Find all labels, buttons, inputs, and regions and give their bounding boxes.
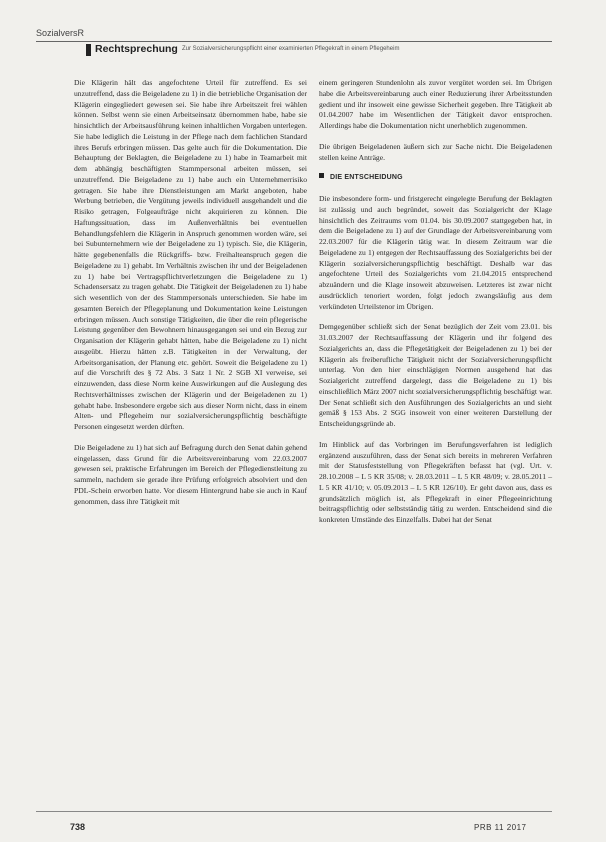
body-paragraph: Demgegenüber schließt sich der Senat bezüglich der Zeit vom 23.01. bis 31.03.2007 der Rechtsauffassung der Klägerin und ihr folgend des Sozialgerichts an, dass die Pflegetätigkeit der Beigeladenen zu 1) bei der Klägerin als freiberufliche Tätigkeit nicht der Sozialversicherungspflicht unterlag. Von den hier einschlägigen Normen ausgehend hat das Sozialgericht zutreffend dargelegt, dass die Beigeladene zu 1) bis einschließlich März 2007 nicht sozialversicherungspflichtig beschäftigt war. Der Senat schließt sich den Ausführungen des Sozialgerichts an und sieht gemäß § 153 Abs. 2 SGG insoweit von einer weiteren Darstellung der Entscheidungsgründe ab. — [319, 322, 552, 428]
page-subtitle: Zur Sozialversicherungspflicht einer examinierten Pflegekraft in einem Pflegeheim — [182, 46, 400, 52]
section-heading-text: DIE ENTSCHEIDUNG — [330, 174, 403, 182]
section-heading — [319, 173, 552, 184]
body-paragraph: Die übrigen Beigeladenen äußern sich zur Sache nicht. Die Beigeladenen stellen keine Anträge. — [319, 141, 552, 162]
header-rule — [36, 41, 552, 42]
square-bullet-icon — [319, 173, 324, 178]
heading-marker — [86, 44, 91, 56]
page-number: 738 — [70, 822, 86, 832]
body-paragraph: Die Beigeladene zu 1) hat sich auf Befragung durch den Senat dahin gehend eingelassen, dass Grund für die Arbeitsvereinbarung vom 22.03.2007 gewesen sei, praktische Erfahrungen im Bereich der Pflegedienstleitung zu sammeln, nachdem sie gerade ihre Prüfung erfolgreich absolviert und den PDL-Schein erworben hatte. Vor diesem Hintergrund habe sie auch in Kauf genommen, dass ihre Tätigkeit mit — [74, 442, 307, 506]
body-paragraph: einem geringeren Stundenlohn als zuvor vergütet worden sei. Im Übrigen habe die Arbeitsvereinbarung auch einer Reduzierung ihrer Arbeitsstunden gedient und ihr insoweit eine gewisse Sicherheit gegeben. Ihre Tätigkeit ab 01.04.2007 habe im Wesentlichen der Tätigkeit davor entsprochen. Allerdings habe die Dokumentation nicht unerheblich zugenommen. — [319, 78, 552, 130]
body-paragraph: Im Hinblick auf das Vorbringen im Berufungsverfahren ist lediglich ergänzend auszuführen, dass der Senat sich bereits in mehreren Verfahren mit der Statusfeststellung von Pflegekräften befasst hat (vgl. Urt. v. 28.10.2008 – L 5 KR 35/08; v. 28.03.2011 – L 5 KR 48/09; v. 28.05.2011 – L 5 KR 41/10; v. 05.09.2013 – L 5 KR 126/10). Er geht davon aus, dass es grundsätzlich möglich ist, als Pflegekraft in einer Pflegeeinrichtung beitragspflichtig oder selbstständig tätig zu werden. Entscheidend sind die konkreten Umstände des Einzelfalls. Dabei hat der Senat — [319, 439, 552, 524]
section-label: SozialversR — [36, 28, 85, 38]
footer-rule — [36, 811, 552, 812]
page-title: Rechtsprechung — [95, 43, 178, 55]
right-column — [319, 78, 552, 536]
body-paragraph: Die Klägerin hält das angefochtene Urteil für zutreffend. Es sei unzutreffend, dass die Beigeladene zu 1) in die betriebliche Organisation der Klägerin eingegliedert gewesen sei. Sie habe ihre Arbeitszeit frei wählen können. Selbst wenn sie einen Arbeitseinsatz übernommen habe, habe sie hinsichtlich der Arbeitsausführung keinen inhaltlichen Vorgaben unterlegen. Sie habe lediglich die Leistung in der Pflege nach dem fachlichen Standard ihres Berufs erbringen müssen. Das gelte auch für die Dokumentation. Die Behauptung der Beklagten, die Beigeladene zu 1) habe in Teamarbeit mit dem abhängig beschäftigten Stammpersonal arbeiten müssen, sei unzutreffend. Die Beigeladene zu 1) habe auch ein Unternehmerrisiko getragen. Sie habe ihre Dienstleistungen am Markt angeboten, habe Werbung betrieben, die Vergütung jeweils individuell ausgehandelt und die Risiko getragen, Folgeaufträge nicht akquirieren zu können. Die Haftungssituation, dass im Außenverhältnis bei eventuellen Behandlungsfehlern die Klägerin in Anspruch genommen worden wäre, sei bei Subunternehmern wie der Beigeladene zu 1) typisch. Sie, die Klägerin, hätte gegebenenfalls die Rückgriffs- bzw. Freihalteanspruch gegen die Beigeladene zu 1) gehabt. Im Verhältnis zwischen ihr und der Beigeladenen zu 1) habe bei Vertragspflichtverletzungen die Beigeladene zu 1) Schadensersatz zu tragen gehabt. Die Tätigkeit der Beigeladenen zu 1) habe sich wesentlich von der des Stammpersonals unterschieden. Sie habe im gesamten Bereich der Pflegeplanung und Dokumentation keine Leistungen erbringen müssen. Auch sonstige Tätigkeiten, die über die rein pflegerische Leistung gegenüber den Bewohnern hinausgegangen sei und ein Bezug zur Organisation der Klägerin gehabt hätten, habe die Beigeladene zu 1) nicht ausgeübt. Hierzu hätten z.B. Tätigkeiten in der Verwaltung, der Arbeitsorganisation, der Planung etc. gehört. Soweit die Beigeladene zu 1) auf die Vorschrift des § 72 Abs. 3 Satz 1 Nr. 2 SGB XI verweise, sei einzuwenden, dass diese Norm keine Auswirkungen auf die Auslegung des Rechtsverhältnisses zwischen der Klägerin und der Beigeladenen zu 1) gehabt habe. Insbesondere ergebe sich aus dieser Norm nicht, dass in einem Alten- und Pflegeheim nur sozialversicherungspflichtig beschäftigte Personen eingesetzt werden dürften. — [74, 78, 307, 431]
body-paragraph: Die insbesondere form- und fristgerecht eingelegte Berufung der Beklagten ist zulässig und auch begründet, soweit das Sozialgericht der Klage hinsichtlich des Zeitraums vom 01.04. bis 30.09.2007 stattgegeben hat, in dem die Beigeladene zu 1) auf der Grundlage der Arbeitsvereinbarung vom 22.03.2007 für die Klägerin tätig war. In diesem Zeitraum war die Beigeladene zu 1) entgegen der Rechtsauffassung des Sozialgerichts bei der Klägerin sozialversicherungspflichtig beschäftigt. Deshalb war das angefochtene Urteil des Sozialgerichts vom 21.04.2015 entsprechend abzuändern und die Klage insoweit abzuweisen. Letzteres ist zwar nicht ausdrücklich tenoriert worden, folgt jedoch zwangsläufig aus dem verkündeten Urteilstenor im Übrigen. — [319, 194, 552, 311]
journal-issue: PRB 11 2017 — [474, 823, 527, 832]
left-column — [74, 78, 307, 517]
